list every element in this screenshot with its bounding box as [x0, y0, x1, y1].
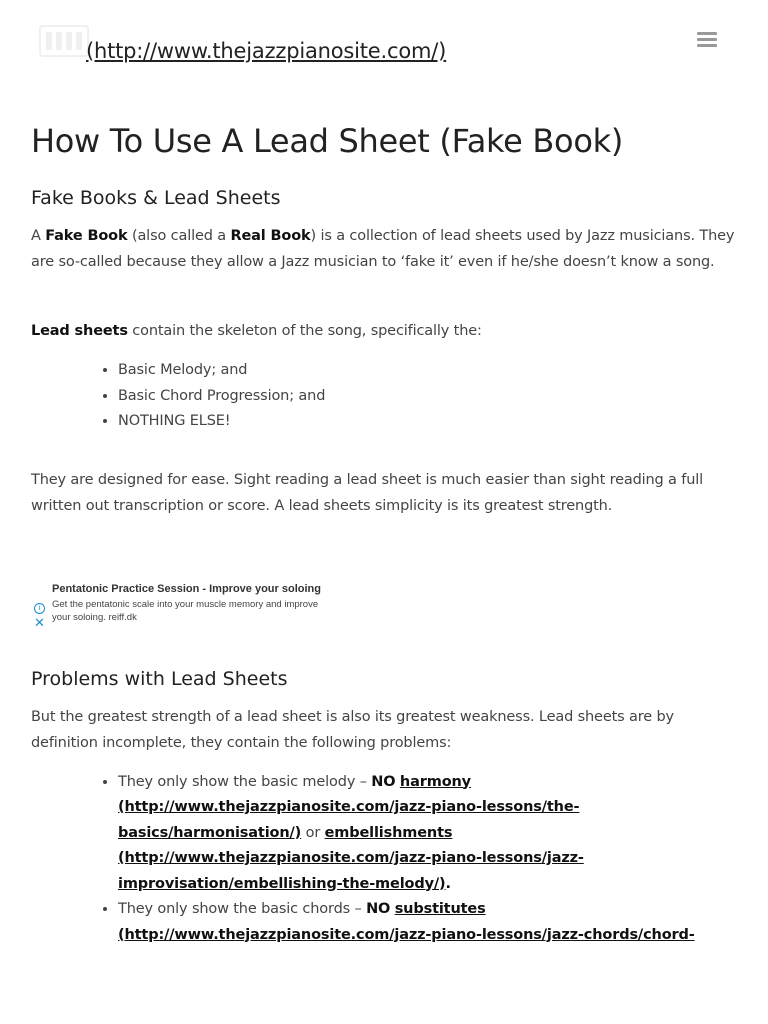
no-label: NO	[371, 773, 396, 790]
lead-sheets-term: Lead sheets	[31, 323, 128, 339]
section-heading-fake-books: Fake Books & Lead Sheets	[31, 187, 281, 209]
list-item: • Basic Melody; and	[118, 358, 736, 384]
section-heading-problems: Problems with Lead Sheets	[31, 667, 288, 690]
hamburger-menu-icon[interactable]	[697, 32, 717, 50]
problems-list	[31, 770, 736, 949]
advertisement[interactable]	[31, 583, 331, 633]
page-title: How To Use A Lead Sheet (Fake Book)	[31, 122, 624, 160]
no-label: NO	[366, 901, 391, 917]
embellishments-link[interactable]: embellishments (http://www.thejazzpianosite.com/jazz-piano-lessons/jazz-improvisation/embellishing-the-melody/)	[118, 824, 584, 892]
info-icon[interactable]: i	[34, 603, 45, 614]
real-book-term: Real Book	[230, 228, 311, 244]
list-item: • Basic Chord Progression; and	[118, 384, 736, 410]
list-item: • They only show the basic chords – NO substitutes (http://www.thejazzpianosite.com/jazz-piano-lessons/jazz-chords/chord-	[118, 897, 736, 948]
ad-body[interactable]: Get the pentatonic scale into your muscle memory and improve your soloing. reiff.dk	[52, 598, 319, 623]
harmony-link[interactable]: harmony (http://www.thejazzpianosite.com/jazz-piano-lessons/the-basics/harmonisation/)	[118, 773, 580, 841]
site-logo[interactable]	[36, 20, 92, 62]
fake-book-term: Fake Book	[45, 228, 128, 244]
list-item: • They only show the basic melody – NO harmony (http://www.thejazzpianosite.com/jazz-piano-lessons/the-basics/harmonisation/) or embellishments (http://www.thejazzpianosite.com/jazz-piano-lessons/jazz-improvisation/embellishing-the-melody/).	[118, 770, 736, 898]
paragraph-lead-sheets-intro: Lead sheets contain the skeleton of the song, specifically the:	[31, 323, 482, 339]
article-content	[31, 118, 736, 948]
paragraph-fake-book-definition: A Fake Book (also called a Real Book) is a collection of lead sheets used by Jazz musicians. They are so-called because they allow a Jazz musician to ‘fake it’ even if he/she doesn’t know a song.	[31, 228, 735, 270]
close-icon[interactable]: ✕	[34, 614, 45, 630]
site-header	[0, 0, 768, 90]
substitutes-link[interactable]: substitutes (http://www.thejazzpianosite.com/jazz-piano-lessons/jazz-chords/chord-	[118, 901, 695, 943]
lead-sheet-contents-list	[31, 358, 736, 435]
site-home-link[interactable]: (http://www.thejazzpianosite.com/)	[86, 39, 447, 63]
paragraph-problems-intro: But the greatest strength of a lead sheet is also its greatest weakness. Lead sheets are by definition incomplete, they contain the following problems:	[31, 708, 674, 751]
list-item: • NOTHING ELSE!	[118, 409, 736, 435]
paragraph-ease: They are designed for ease. Sight reading a lead sheet is much easier than sight reading a full written out transcription or score. A lead sheets simplicity is its greatest strength.	[31, 471, 704, 514]
ad-title[interactable]: Pentatonic Practice Session - Improve your soloing	[52, 582, 321, 595]
